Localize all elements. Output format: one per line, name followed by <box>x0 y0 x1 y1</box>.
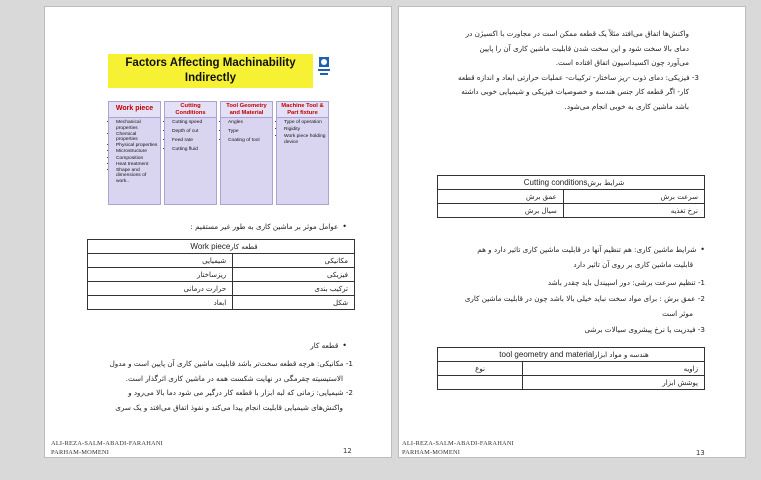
slide-list-item: • Physical properties <box>116 143 159 149</box>
table-row <box>438 362 705 376</box>
cutting-conditions-table <box>437 175 705 218</box>
table-cell: شیمیایی <box>88 254 233 268</box>
numbered-items <box>427 275 705 337</box>
table-cell: سرعت برش <box>563 190 704 204</box>
slide-image <box>106 49 334 211</box>
slide-title <box>108 54 313 88</box>
machining-conditions-bullet <box>435 243 705 272</box>
slide-column-header: Tool Geometry and Material <box>221 102 272 118</box>
slide-title-line1: Factors Affecting Machinability <box>125 57 296 69</box>
paragraph-line: می‌آورد چون اکسیداسیون اتفاق افتاده است. <box>555 58 689 67</box>
university-logo-icon <box>316 55 332 79</box>
slide-title-line2: Indirectly <box>184 72 237 84</box>
table-row <box>438 190 705 204</box>
table-row <box>88 296 355 310</box>
top-paragraphs <box>429 27 699 114</box>
paragraph-line: واکنش‌ها اتفاق می‌افتد مثلاً یک قطعه ممکن است در مجاورت با اکسیژن در <box>465 29 689 38</box>
footer-author-2: PARHAM-MOMENI <box>402 449 461 456</box>
slide-list-item: • Work piece holding device <box>284 134 327 145</box>
footer-author-2: PARHAM-MOMENI <box>51 449 110 456</box>
numbered-item: 1- تنظیم سرعت برشی: دور اسپیندل باید چقدر باشد <box>547 278 705 287</box>
paragraph-line: 3- فیزیکی: دمای ذوب -ریز ساختار- ترکیبات- عملیات حرارتی ابعاد و اندازه قطعه <box>457 72 699 82</box>
table-cell: ابعاد <box>88 296 233 310</box>
table-cell: فیزیکی <box>233 268 355 282</box>
slide-list-item: • Heat treatment <box>116 162 159 168</box>
table-cell: مکانیکی <box>233 254 355 268</box>
table-cell: زاویه <box>523 362 705 376</box>
table-cell <box>438 376 523 390</box>
paragraph-line: • شرایط ماشین کاری: هم تنظیم آنها در قابلیت ماشین کاری تاثیر دارد و هم <box>435 243 705 258</box>
document-page-left <box>44 6 392 458</box>
table-row <box>88 282 355 296</box>
slide-list-item: • Depth of cut <box>172 129 215 135</box>
slide-column-header: Work piece <box>109 102 160 118</box>
slide-list-item: • Type <box>228 129 271 135</box>
slide-column-tool-geometry <box>220 101 273 205</box>
table-cell: نوع <box>438 362 523 376</box>
paragraph-line: قابلیت ماشین کاری بر روی آن تاثیر دارد <box>573 259 693 269</box>
slide-list-item: • Cutting fluid <box>172 147 215 153</box>
paragraph-line: باشد ماشین کاری به خوبی انجام می‌شود. <box>564 101 689 111</box>
slide-column-header: Machine Tool & Part fixture <box>277 102 328 118</box>
paragraph-line: 1- مکانیکی: هرچه قطعه سخت‌تر باشد قابلیت ماشین کاری آن پایین است و مدول <box>109 359 353 368</box>
slide-column-cutting-conditions <box>164 101 217 205</box>
slide-list-item: • Cutting speed <box>172 120 215 126</box>
numbered-item: موثر است <box>662 309 693 318</box>
table-row <box>438 376 705 390</box>
slide-list-item: • Type of operation <box>284 120 327 126</box>
slide-list-item: • Angles <box>228 120 271 126</box>
slide-list-item: • Mechanical properties <box>116 120 159 131</box>
table-cell: نرخ تغذیه <box>563 204 704 218</box>
body-paragraphs <box>81 357 353 415</box>
paragraph-line: واکنش‌های شیمیایی قابلیت انجام پیدا می‌کند و نفوذ اتفاق می‌افتد و یک سری <box>115 402 343 412</box>
slide-list-item: • Microstructure <box>116 149 159 155</box>
section-bullet: • قطعه کار <box>87 341 347 351</box>
numbered-item: 2- عمق برش : برای مواد سخت نباید خیلی بالا باشد چون در قابلیت ماشین کاری <box>464 293 705 303</box>
slide-column-header: Cutting Conditions <box>165 102 216 118</box>
paragraph-line: 2- شیمیایی: زمانی که لبه ابزار با قطعه کار درگیر می شود دما بالا می‌رود و <box>128 388 353 397</box>
table-row <box>88 254 355 268</box>
table-cell: ریزساختار <box>88 268 233 282</box>
work-piece-table <box>87 239 355 310</box>
page-number: 13 <box>696 449 705 457</box>
table-cell: حرارت درمانی <box>88 282 233 296</box>
slide-list-item: • Composition <box>116 156 159 162</box>
slide-list-item: • Rigidity <box>284 127 327 133</box>
paragraph-line: کار- اگر قطعه کار جنس هندسه و خصوصیات فیزیکی و شیمیایی خوبی داشته <box>461 87 689 96</box>
slide-list-item: • Coating of tool <box>228 138 271 144</box>
footer-authors <box>51 439 163 457</box>
table-row <box>88 268 355 282</box>
paragraph-line: دمای بالا سخت شود و این سخت شدن قابلیت ماشین کاری آن را پایین <box>479 43 689 53</box>
slide-list-item: • Feed rate <box>172 138 215 144</box>
page-number: 12 <box>343 447 352 455</box>
footer-author-1: ALI-REZA-SALM-ABADI-FARAHANI <box>402 440 514 447</box>
table-row <box>438 204 705 218</box>
footer-author-1: ALI-REZA-SALM-ABADI-FARAHANI <box>51 440 163 447</box>
table-cell: سیال برش <box>438 204 564 218</box>
tool-geometry-table <box>437 347 705 390</box>
slide-list-item: • Chemical properties <box>116 132 159 143</box>
slide-column-machine-tool <box>276 101 329 205</box>
footer-authors <box>402 439 514 457</box>
document-page-right <box>398 6 746 458</box>
table-header: قطعه کارWork piece <box>88 240 355 254</box>
slide-column-work-piece <box>108 101 161 205</box>
table-cell: شکل <box>233 296 355 310</box>
table-header: هندسه و مواد ابزارtool geometry and material <box>438 348 705 362</box>
table-cell: عمق برش <box>438 190 564 204</box>
table-cell: پوشش ابزار <box>523 376 705 390</box>
table-cell: ترکیب بندی <box>233 282 355 296</box>
paragraph-line: الاستیسیته چقرمگی در نهایت شکست همه در ماشین کاری اثرگذار است. <box>125 373 343 383</box>
numbered-item: 3- فیدریت یا نرخ پیشروی سیالات برشی <box>584 324 705 334</box>
slide-list-item: • Shape and dimensions of work.. <box>116 168 159 185</box>
table-header: شرایط برشCutting conditions <box>438 176 705 190</box>
intro-bullet: • عوامل موثر بر ماشین کاری به طور غیر مستقیم : <box>87 222 347 232</box>
